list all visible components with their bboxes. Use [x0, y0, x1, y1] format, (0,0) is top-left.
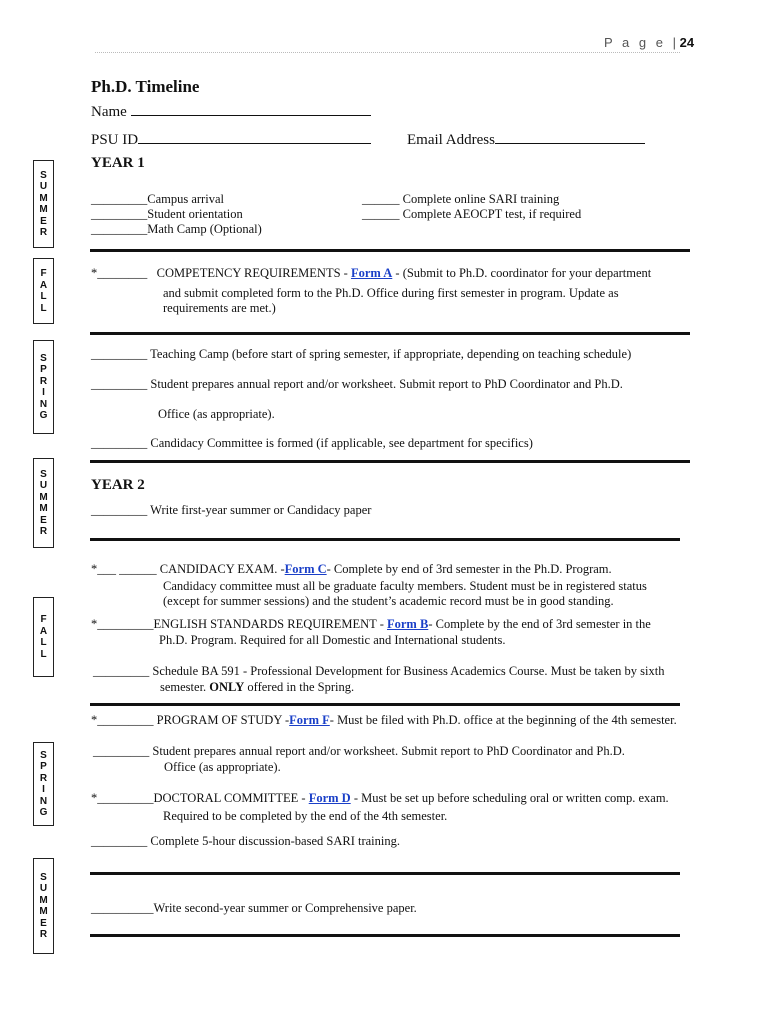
program-of-study-item	[91, 713, 677, 728]
first-year-paper-item: _________ Write first-year summer or Candidacy paper	[91, 503, 372, 517]
candidacy-label: CANDIDACY EXAM. -	[156, 562, 285, 576]
english-blank: *_________	[91, 617, 154, 631]
season-fall-y1	[33, 258, 54, 324]
season-letter: I	[42, 387, 45, 398]
season-letter: A	[39, 625, 48, 637]
season-letter: M	[39, 192, 48, 204]
divider-y1-summer	[90, 249, 690, 252]
doctoral-blank: *_________	[91, 791, 154, 805]
season-letter: U	[39, 181, 48, 192]
season-letter: A	[39, 279, 48, 291]
ba591-only-text: ONLY	[209, 680, 245, 694]
season-letter: F	[40, 614, 47, 625]
form-d-link[interactable]: Form D	[308, 791, 351, 805]
page-number: P a g e | 24	[604, 35, 695, 50]
divider-y2-summer-end	[90, 934, 680, 937]
psu-id-blank	[138, 143, 371, 144]
doctoral-text: - Must be set up before scheduling oral or written comp. exam.	[350, 791, 669, 805]
season-letter: R	[39, 929, 48, 940]
season-letter: S	[40, 352, 47, 364]
annual-report-line-2: Office (as appropriate).	[158, 407, 275, 421]
season-letter: S	[40, 468, 47, 480]
year-1-heading: YEAR 1	[91, 155, 145, 171]
season-letter: L	[40, 637, 47, 648]
season-summer-y1	[33, 160, 54, 248]
season-letter: S	[40, 169, 47, 181]
season-letter: M	[39, 204, 48, 215]
name-field[interactable]	[91, 104, 371, 121]
year-2-heading: YEAR 2	[91, 477, 145, 493]
annual-report-y2-line-2: Office (as appropriate).	[164, 760, 281, 774]
candidacy-text: - Complete by end of 3rd semester in the Ph.D. Program.	[326, 562, 612, 576]
season-letter: U	[39, 883, 48, 894]
season-letter: R	[39, 772, 48, 784]
candidacy-committee-item: _________ Candidacy Committee is formed (if applicable, see department for specifics)	[91, 436, 533, 450]
season-letter: G	[39, 807, 48, 818]
season-spring-y2	[33, 742, 54, 826]
season-letter: M	[39, 503, 48, 514]
annual-report-y2-item: _________ Student prepares annual report and/or worksheet. Submit report to PhD Coordinator and Ph.D.	[93, 744, 625, 758]
competency-requirements-item	[91, 266, 651, 281]
season-letter: E	[40, 917, 47, 929]
math-camp-item: _________Math Camp (Optional)	[91, 222, 262, 236]
season-letter: F	[40, 268, 47, 279]
divider-y2-fall	[90, 703, 680, 706]
email-label: Email Address	[407, 132, 495, 148]
season-letter: M	[39, 491, 48, 503]
name-blank	[131, 115, 371, 116]
ba591-line-2	[160, 680, 354, 695]
season-letter: G	[39, 410, 48, 421]
psu-id-field[interactable]	[91, 132, 371, 149]
teaching-camp-item: _________ Teaching Camp (before start of spring semester, if appropriate, depending on teaching schedule)	[91, 347, 632, 361]
doctoral-committee-item	[91, 791, 669, 806]
season-letter: E	[40, 514, 47, 526]
form-b-link[interactable]: Form B	[387, 617, 429, 631]
season-letter: N	[39, 398, 48, 410]
english-text: - Complete by the end of 3rd semester in the	[428, 617, 651, 631]
season-letter: S	[40, 749, 47, 761]
page-word: P a g e	[604, 35, 666, 50]
competency-label: COMPETENCY REQUIREMENTS -	[156, 266, 351, 280]
page-title: Ph.D. Timeline	[91, 77, 200, 96]
psu-id-label: PSU ID	[91, 132, 139, 148]
season-letter: N	[39, 795, 48, 807]
program-label: PROGRAM OF STUDY -	[153, 713, 290, 727]
season-letter: L	[40, 302, 47, 314]
divider-y2-summer	[90, 538, 680, 541]
annual-report-item: _________ Student prepares annual report and/or worksheet. Submit report to PhD Coordinator and Ph.D.	[91, 377, 623, 391]
season-fall-y2	[33, 597, 54, 677]
doctoral-label: DOCTORAL COMMITTEE -	[153, 791, 309, 805]
season-letter: U	[39, 480, 48, 491]
divider-y1-fall	[90, 332, 690, 335]
competency-blank: *________	[91, 266, 148, 280]
doctoral-line-2: Required to be completed by the end of the 4th semester.	[163, 809, 448, 823]
competency-line-3: requirements are met.)	[163, 301, 276, 315]
season-spring-y1	[33, 340, 54, 434]
ba591-semester-text: semester.	[160, 680, 210, 694]
season-letter: R	[39, 227, 48, 238]
second-year-paper-item: __________Write second-year summer or Comprehensive paper.	[91, 901, 417, 915]
season-letter: P	[40, 364, 47, 375]
season-letter: I	[42, 784, 45, 795]
competency-text: - (Submit to Ph.D. coordinator for your department	[392, 266, 652, 280]
season-summer-y2	[33, 458, 54, 548]
season-letter: M	[39, 906, 48, 917]
season-letter: L	[40, 648, 47, 660]
program-text: - Must be filed with Ph.D. office at the beginning of the 4th semester.	[329, 713, 677, 727]
english-line-2: Ph.D. Program. Required for all Domestic and International students.	[159, 633, 506, 647]
english-standards-item	[91, 617, 651, 632]
season-summer-y2-end	[33, 858, 54, 954]
student-orientation-item: _________Student orientation	[91, 207, 243, 221]
aeocpt-test-item: ______ Complete AEOCPT test, if required	[362, 207, 582, 221]
season-letter: R	[39, 375, 48, 387]
candidacy-exam-item	[91, 562, 612, 577]
divider-y1-spring	[90, 460, 690, 463]
ba591-spring-text: offered in the Spring.	[244, 680, 355, 694]
candidacy-line-2: Candidacy committee must all be graduate faculty members. Student must be in registered status	[163, 579, 647, 593]
english-label: ENGLISH STANDARDS REQUIREMENT -	[153, 617, 387, 631]
sari-training-item: ______ Complete online SARI training	[362, 192, 560, 206]
candidacy-blank: *___ ______	[91, 562, 157, 576]
form-c-link[interactable]: Form C	[284, 562, 327, 576]
ba591-item: _________ Schedule BA 591 - Professional Development for Business Academics Course. Must be taken by sixth	[93, 664, 665, 678]
email-field[interactable]	[407, 132, 645, 149]
candidacy-line-3: (except for summer sessions) and the student’s academic record must be in good standing.	[163, 594, 614, 608]
season-letter: P	[40, 761, 47, 772]
season-letter: M	[39, 894, 48, 906]
name-label: Name	[91, 104, 127, 120]
season-letter: S	[40, 871, 47, 883]
season-letter: E	[40, 215, 47, 227]
season-letter: R	[39, 526, 48, 537]
program-blank: *_________	[91, 713, 154, 727]
season-letter: L	[40, 291, 47, 302]
campus-arrival-item: _________Campus arrival	[91, 192, 224, 206]
email-blank	[495, 143, 645, 144]
page-number-value: 24	[679, 35, 695, 50]
header-divider	[95, 52, 680, 53]
form-f-link[interactable]: Form F	[289, 713, 330, 727]
form-a-link[interactable]: Form A	[350, 266, 393, 280]
competency-line-2: and submit completed form to the Ph.D. Office during first semester in program. Update as	[163, 286, 619, 300]
divider-y2-spring	[90, 872, 680, 875]
sari-discussion-item: _________ Complete 5-hour discussion-based SARI training.	[91, 834, 400, 848]
